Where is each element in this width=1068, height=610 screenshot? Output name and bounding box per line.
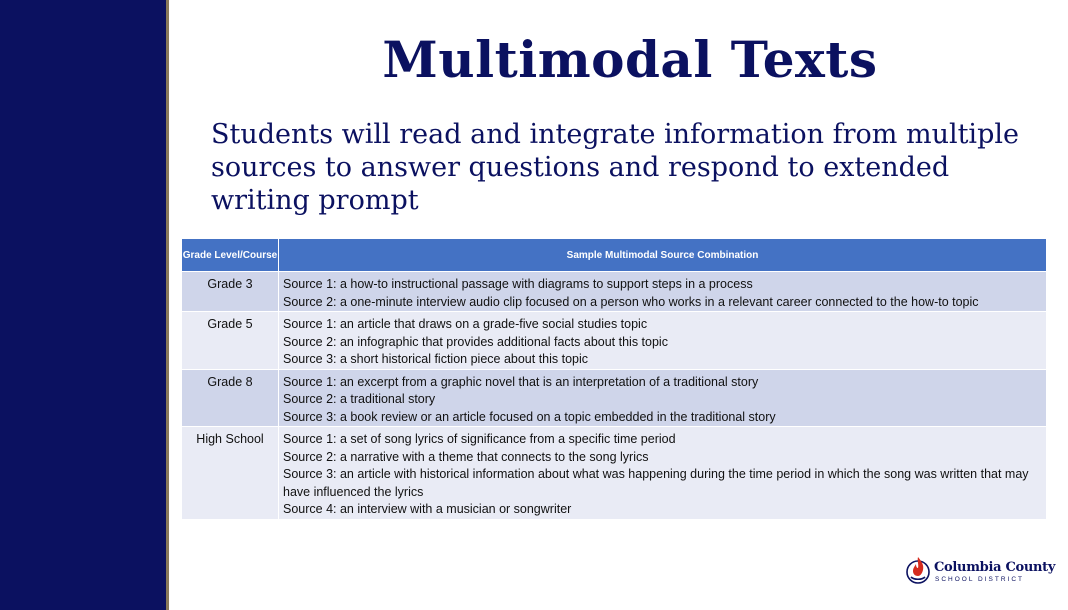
source-combination-table [181, 238, 1047, 520]
flame-icon [905, 553, 931, 585]
slide-title: Multimodal Texts [382, 30, 878, 89]
table-row [182, 312, 1047, 370]
source-line: Source 3: a short historical fiction piece about this topic [283, 352, 589, 366]
table-row [182, 427, 1047, 520]
source-line: Source 4: an interview with a musician or songwriter [283, 502, 572, 516]
source-line: Source 2: a one-minute interview audio clip focused on a person who works in a relevant career connected to the how-to topic [283, 294, 979, 309]
sources-cell [279, 369, 1047, 427]
grade-cell: High School [182, 427, 279, 520]
sources-cell [279, 427, 1047, 520]
logo-subtitle: SCHOOL DISTRICT [935, 576, 1024, 583]
district-logo [905, 553, 1055, 587]
source-line: Source 2: a narrative with a theme that connects to the song lyrics [283, 449, 649, 464]
source-line: Source 1: a how-to instructional passage with diagrams to support steps in a process [283, 277, 753, 291]
source-line: Source 1: an article that draws on a grade-five social studies topic [283, 317, 648, 331]
left-sidebar-band [0, 0, 166, 610]
slide-subtitle: Students will read and integrate information from multiple sources to answer questions and respond to extended writing prompt [211, 119, 1019, 216]
header-combination: Sample Multimodal Source Combination [279, 239, 1047, 272]
table-row [182, 272, 1047, 312]
table-row [182, 369, 1047, 427]
source-line: Source 1: a set of song lyrics of significance from a specific time period [283, 432, 676, 446]
source-line: Source 3: a book review or an article focused on a topic embedded in the traditional story [283, 409, 776, 424]
source-line: Source 1: an excerpt from a graphic novel that is an interpretation of a traditional story [283, 374, 759, 389]
logo-name: Columbia County [934, 560, 1056, 575]
grade-cell: Grade 3 [182, 272, 279, 312]
grade-cell: Grade 8 [182, 369, 279, 427]
source-line: Source 2: an infographic that provides additional facts about this topic [283, 334, 668, 349]
header-grade: Grade Level/Course [182, 239, 279, 272]
source-line: Source 2: a traditional story [283, 392, 436, 406]
source-line: Source 3: an article with historical information about what was happening during the time period in which the song was written that may have influenced the lyrics [283, 467, 1029, 499]
sidebar-divider [166, 0, 169, 610]
grade-cell: Grade 5 [182, 312, 279, 370]
table-header-row [182, 239, 1047, 272]
sources-cell [279, 272, 1047, 312]
sources-cell [279, 312, 1047, 370]
